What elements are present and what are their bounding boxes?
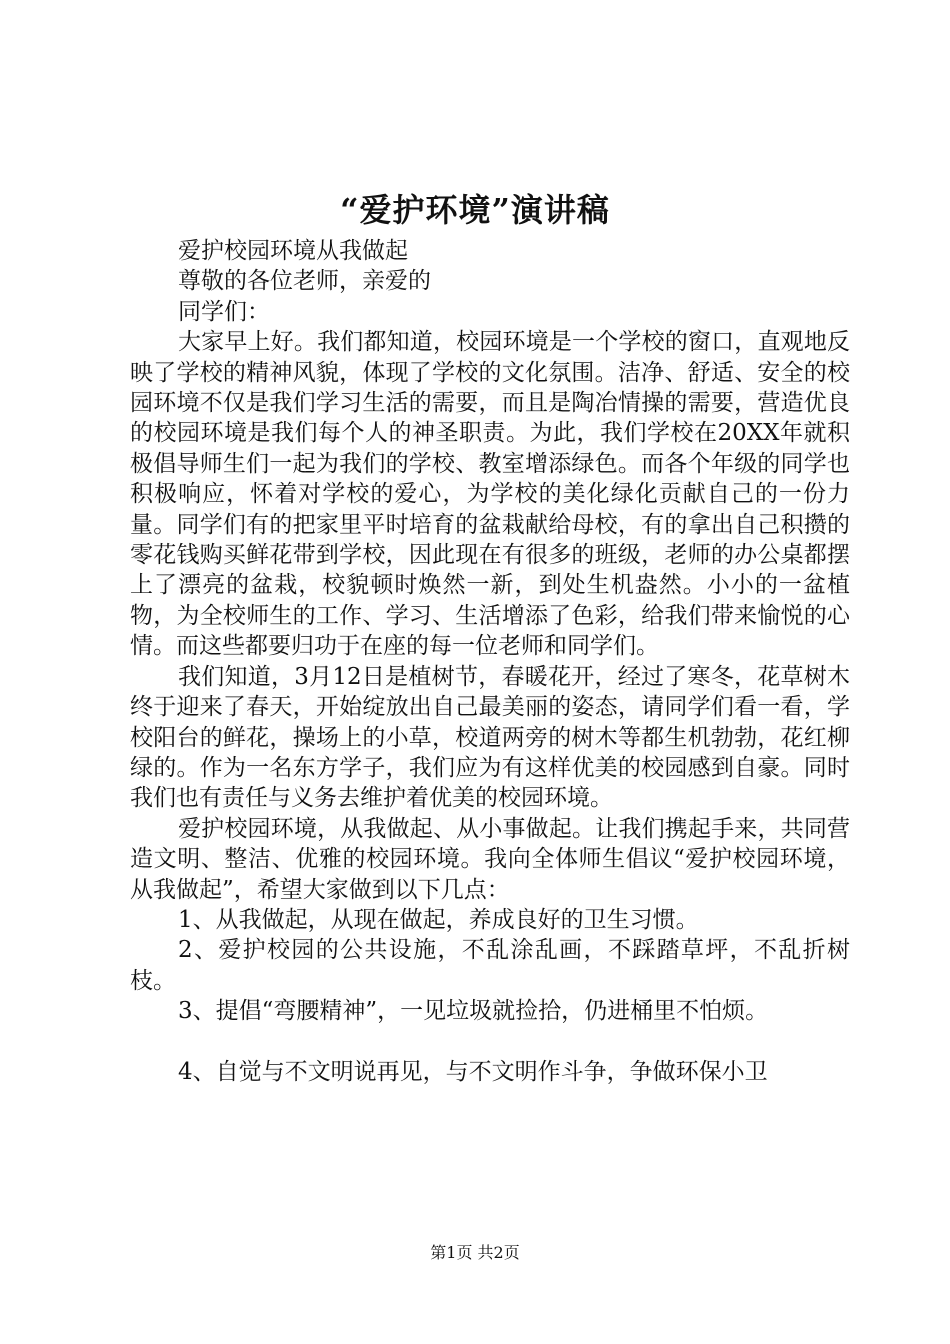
list-item-3: 3、提倡“弯腰精神”，一见垃圾就捡拾，仍进桶里不怕烦。 [178,998,769,1025]
list-item-2: 2、爱护校园的公共设施，不乱涂乱画，不踩踏草坪，不乱折树枝。 [130,937,850,994]
paragraph-subtitle: 爱护校园环境从我做起 [178,238,408,264]
paragraph-arbor-day: 我们知道，3月12日是植树节，春暖花开，经过了寒冬，花草树木终于迎来了春天，开始绽放出自己最美丽的姿态，请同学们看一看，学校阳台的鲜花，操场上的小草，校道两旁的树木等都生机勃勃，花红柳绿的。作为一名东方学子，我们应为有这样优美的校园感到自豪。同时我们也有责任与义务去维护着优美的校园环境。 [130,663,850,812]
document-body [130,236,850,1087]
list-item-4: 4、自觉与不文明说再见，与不文明作斗争，争做环保小卫 [178,1058,768,1085]
paragraph-intro: 大家早上好。我们都知道，校园环境是一个学校的窗口，直观地反映了学校的精神风貌，体现了学校的文化氛围。洁净、舒适、安全的校园环境不仅是我们学习生活的需要，而且是陶冶情操的需要，营造优良的校园环境是我们每个人的神圣职责。为此，我们学校在20XX年就积极倡导师生们一起为我们的学校、教室增添绿色。而各个年级的同学也积极响应，怀着对学校的爱心，为学校的美化绿化贡献自己的一份力量。同学们有的把家里平时培育的盆栽献给母校，有的拿出自己积攒的零花钱购买鲜花带到学校，因此现在有很多的班级，老师的办公桌都摆上了漂亮的盆栽，校貌顿时焕然一新，到处生机盎然。小小的一盆植物，为全校师生的工作、学习、生活增添了色彩，给我们带来愉悦的心情。而这些都要归功于在座的每一位老师和同学们。 [130,329,850,660]
list-item-1: 1、从我做起，从现在做起，养成良好的卫生习惯。 [178,906,699,933]
paragraph-salutation-1: 尊敬的各位老师，亲爱的 [178,268,431,295]
document-title: “爱护环境”演讲稿 [340,191,610,229]
page-number-footer: 第1页 共2页 [430,1243,520,1262]
paragraph-proposal: 爱护校园环境，从我做起、从小事做起。让我们携起手来，共同营造文明、整洁、优雅的校园环境。我向全体师生倡议“爱护校园环境，从我做起”，希望大家做到以下几点： [130,815,850,903]
paragraph-salutation-2: 同学们： [178,298,270,325]
